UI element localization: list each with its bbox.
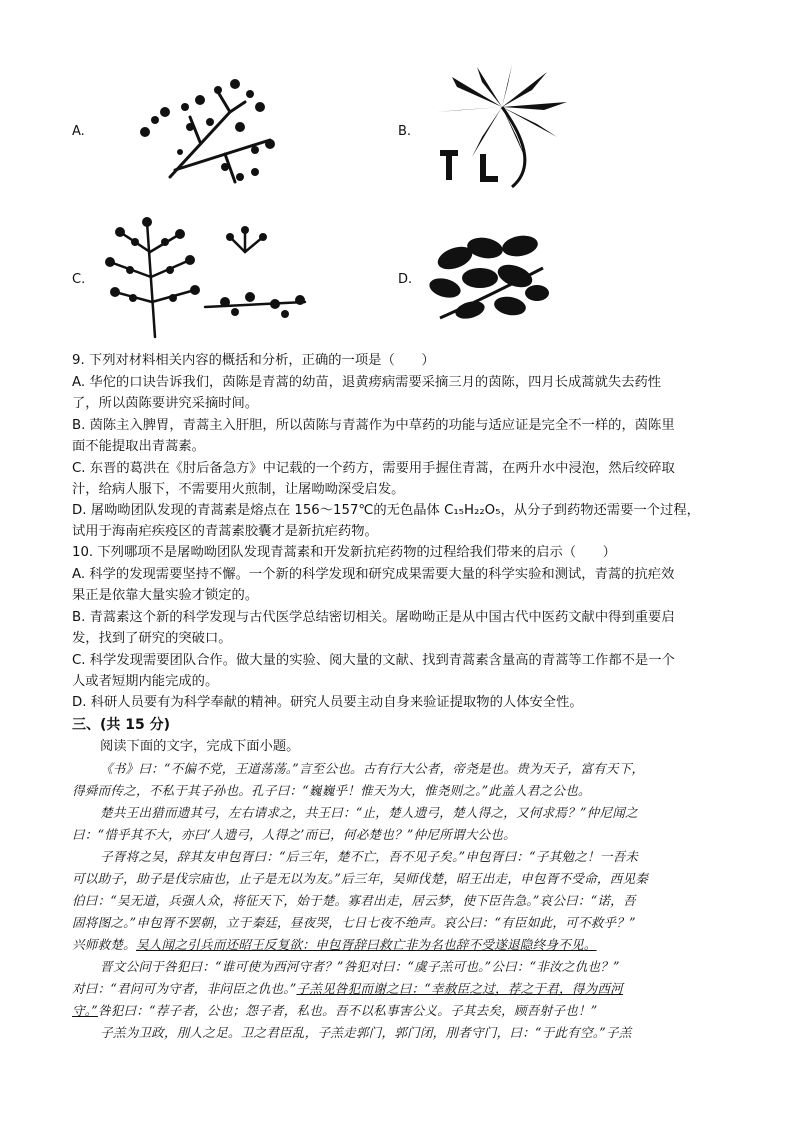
passage-text: 咎犯曰：“荐子者，公也；怨子者，私也。吾不以私事害公义。子其去矣，顾吾射子也！”: [97, 1003, 598, 1018]
passage-line: 晋文公问于咎犯曰：“谁可使为西河守者？”咎犯对曰：“虞子羔可也。”公曰：“非汝之仇也？”: [100, 959, 620, 974]
passage-line: 可以助子，助子是伐宗庙也，止子是无以为友。”后三年，吴师伐楚，昭王出走，申包胥不受命，西见秦: [72, 871, 649, 886]
passage-line: 伯曰：“吴无道，兵强人众，将征天下，始于楚。寡君出走，居云梦，使下臣告急。”哀公曰：“诺，吾: [72, 893, 636, 908]
q10-option-a-line2: 果正是依靠大量实验才锁定的。: [72, 588, 259, 603]
plant-image-d: [425, 228, 550, 328]
passage-line: 固将图之。”申包胥不罢朝，立于秦廷，昼夜哭，七日七夜不绝声。哀公曰：“有臣如此，可不救乎？”: [72, 915, 636, 930]
option-d-label: D.: [398, 272, 413, 287]
passage-line: 曰：“惜乎其不大，亦曰‘人遗弓，人得之’而已，何必楚也？”仲尼所谓大公也。: [72, 827, 516, 842]
q9-option-b-line2: 面不能提取出青蒿素。: [72, 439, 205, 454]
section-3-intro: 阅读下面的文字，完成下面小题。: [100, 739, 300, 754]
passage-text: 兴师救楚。: [72, 937, 136, 952]
option-c-label: C.: [72, 272, 86, 287]
passage-line: [72, 935, 597, 955]
q10-option-b-line2: 发，找到了研究的突破口。: [72, 631, 232, 646]
q10-option-b-line1: B. 青蒿素这个新的科学发现与古代医学总结密切相关。屠呦呦正是从中国古代中医药文献中得到重要启: [72, 610, 675, 625]
passage-line: 楚共王出猎而遗其弓，左右请求之，共王曰：“止，楚人遗弓，楚人得之，又何求焉？”仲尼闻之: [100, 805, 638, 820]
q9-option-a-line2: 了，所以茵陈要讲究采摘时间。: [72, 396, 259, 411]
q10-option-c-line1: C. 科学发现需要团队合作。做大量的实验、阅大量的文献、找到青蒿素含量高的青蒿等工作都不是一个: [72, 653, 675, 668]
option-b-label: B.: [398, 124, 412, 139]
passage-line: 《书》曰：“不偏不党，王道荡荡。”言至公也。古有行大公者，帝尧是也。贵为天子，富有天下，: [100, 761, 645, 776]
passage-line: 子羔为卫政，刖人之足。卫之君臣乱，子羔走郭门，郭门闭，刖者守门，曰：“于此有空。”子羔: [100, 1025, 632, 1040]
underlined-sentence: 子羔见咎犯而谢之曰：“幸赦臣之过，荐之于君，得为西河: [296, 981, 623, 996]
option-a-label: A.: [72, 124, 85, 139]
passage-line: [72, 979, 623, 999]
q10-option-d-line1: D. 科研人员要有为科学奉献的精神。研究人员要主动自身来验证提取物的人体安全性。: [72, 695, 583, 710]
q9-option-d-line2: 试用于海南疟疾疫区的青蒿素胶囊才是新抗疟药物。: [72, 524, 378, 539]
passage-line: [72, 1001, 597, 1021]
q9-option-a-line1: A. 华佗的口诀告诉我们，茵陈是青蒿的幼苗，退黄痨病需要采摘三月的茵陈，四月长成蒿就失去药性: [72, 375, 662, 390]
q9-option-d-line1: D. 屠呦呦团队发现的青蒿素是熔点在 156～157℃的无色晶体 C₁₅H₂₂O₅，从分子到药物还需要一个过程，: [72, 503, 700, 518]
passage-line: 子胥将之吴，辞其友申包胥曰：“后三年，楚不亡，吾不见子矣。”申包胥曰：“子其勉之！一吾未: [100, 849, 639, 864]
q10-option-c-line2: 人或者短期内能完成的。: [72, 674, 219, 689]
section-3-heading: 三、(共 15 分): [72, 717, 171, 733]
plant-image-c: [95, 212, 320, 342]
plant-image-a: [130, 72, 280, 190]
q10-option-a-line1: A. 科学的发现需要坚持不懈。一个新的科学发现和研究成果需要大量的科学实验和测试，青蒿的抗疟效: [72, 567, 675, 582]
passage-line: 得舜而传之，不私于其子孙也。孔子曰：“巍巍乎！惟天为大，惟尧则之。”此盖人君之公也。: [72, 783, 591, 798]
q9-option-b-line1: B. 茵陈主入脾胃，青蒿主入肝胆，所以茵陈与青蒿作为中草药的功能与适应证是完全不一样的，茵陈里: [72, 418, 675, 433]
passage-text: 对曰：“君问可为守者，非问臣之仇也。”: [72, 981, 297, 996]
q9-option-c-line1: C. 东晋的葛洪在《肘后备急方》中记载的一个药方，需要用手握住青蒿，在两升水中浸泡，然后绞碎取: [72, 461, 675, 476]
question-9-stem: 9. 下列对材料相关内容的概括和分析，正确的一项是（ ）: [72, 353, 435, 368]
question-10-stem: 10. 下列哪项不是屠呦呦团队发现青蒿素和开发新抗疟药物的过程给我们带来的启示（ ）: [72, 545, 616, 560]
underlined-sentence: 吴人闻之引兵而还昭王反复欲：申包胥辞曰救亡非为名也辞不受遂退隐终身不见。: [135, 937, 597, 952]
plant-image-b: [432, 62, 572, 192]
underlined-sentence: 守。”: [72, 1003, 98, 1018]
q9-option-c-line2: 汁，给病人服下，不需要用火煎制，让屠呦呦深受启发。: [72, 482, 405, 497]
